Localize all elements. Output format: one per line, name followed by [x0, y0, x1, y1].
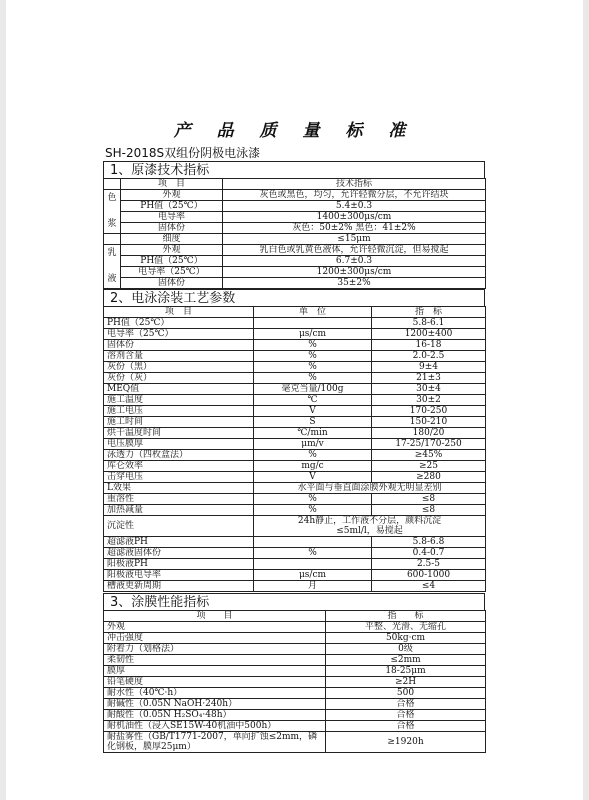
- section1-heading: 1、原漆技术指标: [103, 161, 485, 178]
- table-row: [104, 267, 486, 278]
- film-performance-table: [103, 610, 486, 753]
- item-name: 耐酸性（0.05N H₂SO₄·48h）: [104, 710, 326, 721]
- item-value: ≥280: [372, 472, 486, 483]
- item-name: 沉淀性: [104, 516, 254, 537]
- table-row: [104, 461, 486, 472]
- item-name: 灰份（灰）: [104, 373, 254, 384]
- table-row: [104, 516, 486, 537]
- item-value: 1200±300μs/cm: [223, 267, 486, 278]
- item-name: 细度: [121, 234, 223, 245]
- item-value: 0.4-0.7: [372, 548, 486, 559]
- table-row: [104, 351, 486, 362]
- item-unit: 月: [254, 581, 372, 592]
- item-value: 合格: [326, 721, 486, 732]
- item-unit: V: [254, 406, 372, 417]
- header-spacer: [104, 179, 121, 190]
- item-unit: %: [254, 505, 372, 516]
- table-row: [104, 581, 486, 592]
- item-value: ≤8: [372, 505, 486, 516]
- table-row: [104, 483, 486, 494]
- table-row: [104, 406, 486, 417]
- table-row: [104, 384, 486, 395]
- table-row: [104, 329, 486, 340]
- table-row: [104, 505, 486, 516]
- item-value: ≤2mm: [326, 655, 486, 666]
- table-row: [104, 201, 486, 212]
- item-value: ≤4: [372, 581, 486, 592]
- item-value: 灰色：50±2% 黑色：41±2%: [223, 223, 486, 234]
- table-row: [104, 537, 486, 548]
- item-name: 冲击强度: [104, 633, 326, 644]
- item-unit: μm/v: [254, 439, 372, 450]
- item-name: 烘干温度时间: [104, 428, 254, 439]
- item-name: PH值（25℃）: [104, 318, 254, 329]
- item-name: PH值（25℃）: [121, 256, 223, 267]
- table-row: [104, 732, 486, 753]
- item-value: 21±3: [372, 373, 486, 384]
- table-header-row: [104, 611, 486, 622]
- process-params-table: [103, 306, 486, 592]
- item-name: MEQ值: [104, 384, 254, 395]
- item-value: ≥25: [372, 461, 486, 472]
- item-name: 外观: [121, 190, 223, 201]
- item-name: 电导率（25℃）: [104, 329, 254, 340]
- group-label: 色 浆: [104, 190, 121, 234]
- table-row: [104, 548, 486, 559]
- item-name: 加热减量: [104, 505, 254, 516]
- item-unit: %: [254, 494, 372, 505]
- item-unit: ℃/min: [254, 428, 372, 439]
- item-name: 附着力（划格法）: [104, 644, 326, 655]
- item-name: 电导率（25℃）: [121, 267, 223, 278]
- item-name: 溶剂含量: [104, 351, 254, 362]
- item-name: 灰份（黑）: [104, 362, 254, 373]
- item-value: 30±2: [372, 395, 486, 406]
- item-value: 合格: [326, 699, 486, 710]
- item-name: 库仑效率: [104, 461, 254, 472]
- item-value: ≤8: [372, 494, 486, 505]
- item-unit: μs/cm: [254, 570, 372, 581]
- table-row: [104, 417, 486, 428]
- item-value: 1200±400: [372, 329, 486, 340]
- item-name: L效果: [104, 483, 254, 494]
- header-cell: 项 目: [104, 611, 326, 622]
- item-name: 超滤液固体份: [104, 548, 254, 559]
- item-unit: [254, 537, 372, 548]
- header-item: 项 目: [121, 179, 223, 190]
- item-name: 施工电压: [104, 406, 254, 417]
- item-name: 电导率: [121, 212, 223, 223]
- item-name: 膜厚: [104, 666, 326, 677]
- item-value: ≤15μm: [223, 234, 486, 245]
- item-name: 固体份: [121, 278, 223, 289]
- table-row: [104, 318, 486, 329]
- item-value: 16-18: [372, 340, 486, 351]
- table-row: [104, 710, 486, 721]
- item-value: 500: [326, 688, 486, 699]
- item-name: 阳极液电导率: [104, 570, 254, 581]
- document-title: 产 品 质 量 标 准: [173, 121, 416, 141]
- table-row: [104, 450, 486, 461]
- item-value: 乳白色或乳黄色液体，允许轻微沉淀，但易搅起: [223, 245, 486, 256]
- table-row: [104, 428, 486, 439]
- item-unit: %: [254, 373, 372, 384]
- item-name: 外观: [104, 622, 326, 633]
- item-value: 5.8-6.8: [372, 537, 486, 548]
- table-row: [104, 688, 486, 699]
- item-value: 合格: [326, 710, 486, 721]
- item-name: 外观: [121, 245, 223, 256]
- item-name: 柔韧性: [104, 655, 326, 666]
- table-row: [104, 644, 486, 655]
- item-unit: %: [254, 548, 372, 559]
- item-value: 2.5-5: [372, 559, 486, 570]
- item-unit: ℃: [254, 395, 372, 406]
- product-name: SH-2018S双组份阴极电泳漆: [105, 146, 261, 160]
- item-name: 击穿电压: [104, 472, 254, 483]
- table-row: [104, 570, 486, 581]
- table-header-row: [104, 179, 486, 190]
- table-row: [104, 655, 486, 666]
- item-value: 5.8-6.1: [372, 318, 486, 329]
- item-value: 18-25μm: [326, 666, 486, 677]
- header-spec: 技术指标: [223, 179, 486, 190]
- item-value: 0级: [326, 644, 486, 655]
- item-name: 槽液更新周期: [104, 581, 254, 592]
- header-cell: 单 位: [254, 307, 372, 318]
- item-name: 施工时间: [104, 417, 254, 428]
- table-row: [104, 666, 486, 677]
- item-value: ≥2H: [326, 677, 486, 688]
- item-name: 耐碱性（0.05N NaOH·240h）: [104, 699, 326, 710]
- item-name: 耐机油性（浸入SE15W-40机油中500h）: [104, 721, 326, 732]
- item-value: 17-25/170-250: [372, 439, 486, 450]
- item-value: 170-250: [372, 406, 486, 417]
- table-row: [104, 373, 486, 384]
- item-name: 耐盐雾性（GB/T1771-2007，单向扩蚀≤2mm，磷化钢板，膜厚25μm）: [104, 732, 326, 753]
- item-unit: S: [254, 417, 372, 428]
- item-value: 2.0-2.5: [372, 351, 486, 362]
- item-name: 泳透力（四枚盒法）: [104, 450, 254, 461]
- table-row: [104, 559, 486, 570]
- item-value: ≥1920h: [326, 732, 486, 753]
- table-row: [104, 699, 486, 710]
- item-name: 固体份: [104, 340, 254, 351]
- item-unit: V: [254, 472, 372, 483]
- item-value: 5.4±0.3: [223, 201, 486, 212]
- item-value: 50kg·cm: [326, 633, 486, 644]
- table-row: [104, 633, 486, 644]
- item-name: 固体份: [121, 223, 223, 234]
- table-row: [104, 395, 486, 406]
- table-row: [104, 494, 486, 505]
- table-row: [104, 677, 486, 688]
- group-label: [104, 234, 121, 245]
- item-value: 灰色或黑色，均匀，允许轻微分层，不允许结块: [223, 190, 486, 201]
- item-value: 150-210: [372, 417, 486, 428]
- group-label: 乳 液: [104, 245, 121, 289]
- item-unit: %: [254, 340, 372, 351]
- table-row: [104, 278, 486, 289]
- section3-heading: 3、涂膜性能指标: [103, 593, 485, 610]
- table-row: [104, 340, 486, 351]
- table-row: [104, 245, 486, 256]
- item-value: 24h静止，工作液不分层，颜料沉淀≤5ml/l，易搅起: [254, 516, 486, 537]
- item-value: ≥45%: [372, 450, 486, 461]
- item-value: 180/20: [372, 428, 486, 439]
- table-row: [104, 223, 486, 234]
- table-row: [104, 472, 486, 483]
- item-value: 9±4: [372, 362, 486, 373]
- item-unit: %: [254, 450, 372, 461]
- table-row: [104, 622, 486, 633]
- item-name: 重溶性: [104, 494, 254, 505]
- item-value: 6.7±0.3: [223, 256, 486, 267]
- item-unit: 毫克当量/100g: [254, 384, 372, 395]
- item-value: 水平面与垂直面涂膜外观无明显差别: [254, 483, 486, 494]
- item-value: 平整、光滑、无缩孔: [326, 622, 486, 633]
- item-value: 600-1000: [372, 570, 486, 581]
- item-value: 30±4: [372, 384, 486, 395]
- item-name: 耐水性（40℃·h）: [104, 688, 326, 699]
- item-unit: %: [254, 351, 372, 362]
- item-name: 铅笔硬度: [104, 677, 326, 688]
- table-row: [104, 721, 486, 732]
- raw-paint-spec-table: [103, 178, 486, 289]
- item-unit: [254, 559, 372, 570]
- header-cell: 项 目: [104, 307, 254, 318]
- table-row: [104, 234, 486, 245]
- item-unit: μs/cm: [254, 329, 372, 340]
- item-value: 35±2%: [223, 278, 486, 289]
- section2-heading: 2、电泳涂装工艺参数: [103, 289, 485, 306]
- item-value: 1400±300μs/cm: [223, 212, 486, 223]
- table-row: [104, 212, 486, 223]
- table-row: [104, 362, 486, 373]
- item-name: 超滤液PH: [104, 537, 254, 548]
- item-unit: %: [254, 362, 372, 373]
- table-row: [104, 256, 486, 267]
- item-name: 电压膜厚: [104, 439, 254, 450]
- item-unit: [254, 318, 372, 329]
- header-cell: 指 标: [372, 307, 486, 318]
- table-row: [104, 439, 486, 450]
- table-header-row: [104, 307, 486, 318]
- item-name: 施工温度: [104, 395, 254, 406]
- table-row: [104, 190, 486, 201]
- header-cell: 指 标: [326, 611, 486, 622]
- item-name: 阳极液PH: [104, 559, 254, 570]
- item-unit: mg/c: [254, 461, 372, 472]
- item-name: PH值（25℃）: [121, 201, 223, 212]
